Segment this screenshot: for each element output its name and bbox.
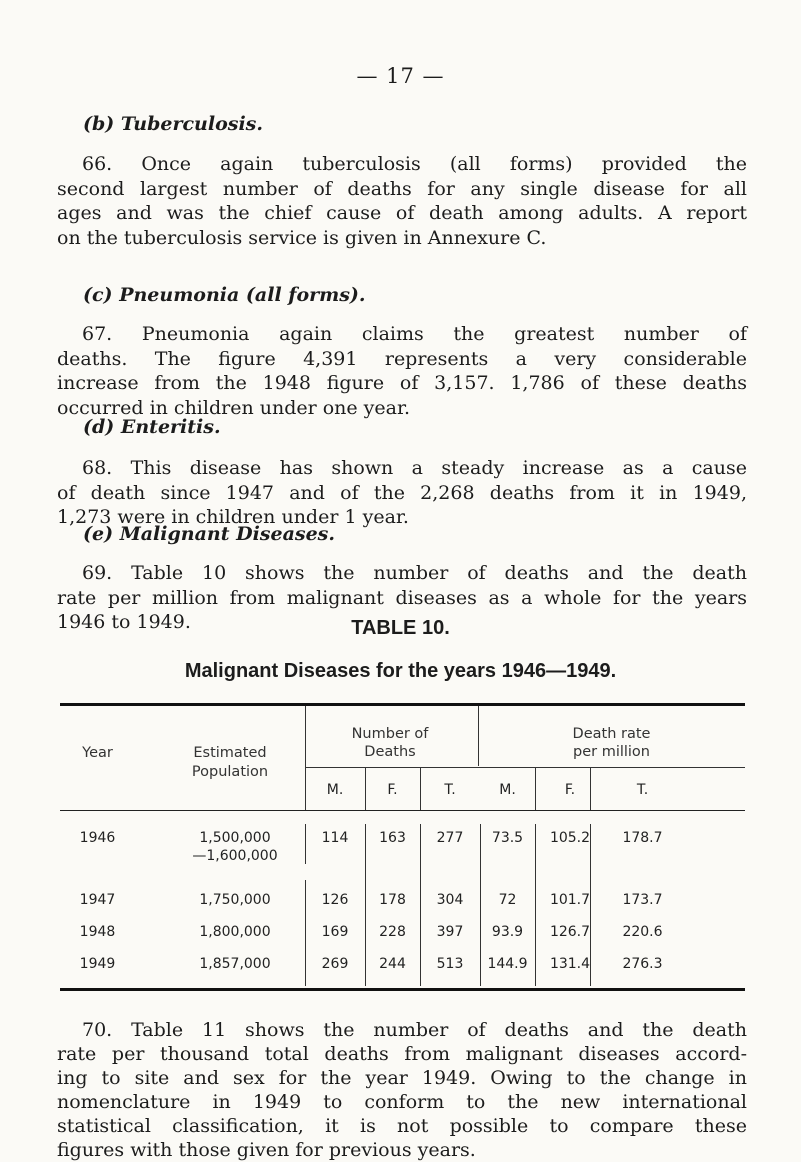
cell-year: 1947 [79,892,116,908]
table-bottom-rule [60,988,745,991]
paragraph-67 [57,322,747,420]
cell-rate-f: 131.4 [549,956,591,972]
paragraph-66 [57,152,747,250]
cell-rate-t: 220.6 [622,924,663,940]
heading-title: Tuberculosis. [120,113,263,135]
section-heading-tuberculosis [83,113,263,135]
paragraph-line: rate per million from malignant diseases as a whole for the years [57,586,747,609]
paragraph-line: 70. Table 11 shows the number of deaths and the death [82,1019,747,1041]
paragraph-line: of death since 1947 and of the 2,268 deaths from it in 1949, [57,481,747,504]
heading-label: (d) [83,416,115,438]
page-number: — 17 — [356,64,445,88]
cell-population: 1,857,000 [199,956,271,972]
cell-rate-m: 72 [498,892,517,908]
table-vline [590,768,591,810]
paragraph-line: 66. Once again tuberculosis (all forms) provided the [82,153,747,175]
subheader-deaths-t: T. [444,782,456,798]
table-vline [420,768,421,810]
subheader-rate-m: M. [499,782,516,798]
paragraph-line: deaths. The figure 4,391 represents a very considerable [57,347,747,370]
cell-deaths-m: 114 [321,830,349,846]
header-year: Year [82,745,113,761]
table-subtitle: Malignant Diseases for the years 1946—1949. [184,660,617,682]
header-population-line2: Population [191,764,269,780]
header-rate-line1: Death rate [572,726,651,742]
paragraph-line: statistical classification, it is not possible to compare these [57,1115,747,1137]
table-subheader-line [305,767,745,768]
paragraph-line: on the tuberculosis service is given in Annexure C. [57,226,547,249]
paragraph-line: ing to site and sex for the year 1949. Owing to the change in [57,1067,747,1089]
paragraph-line: 68. This disease has shown a steady increase as a cause [82,457,747,479]
heading-label: (c) [83,284,113,306]
paragraph-line: 67. Pneumonia again claims the greatest number of [82,323,747,345]
cell-deaths-f: 244 [379,956,406,972]
subheader-deaths-f: F. [387,782,398,798]
cell-deaths-m: 269 [321,956,349,972]
heading-title: Malignant Diseases. [119,523,335,545]
section-heading-malignant [83,523,335,545]
heading-title: Pneumonia (all forms). [119,284,366,306]
cell-year: 1946 [79,830,116,846]
cell-population: 1,800,000 [199,924,271,940]
paragraph-line: second largest number of deaths for any single disease for all [57,177,747,200]
cell-deaths-t: 304 [436,892,464,908]
paragraph-line: 69. Table 10 shows the number of deaths and the death [82,562,747,584]
heading-label: (e) [83,523,114,545]
paragraph-line: 1,273 were in children under 1 year. [57,506,409,528]
table-header-rule [60,810,745,811]
cell-population-range: —1,600,000 [192,848,278,864]
header-deaths-line1: Number of [351,726,429,742]
paragraph-line: nomenclature in 1949 to conform to the new international [57,1091,747,1113]
cell-rate-t: 178.7 [622,830,663,846]
table-title: TABLE 10. [351,617,450,639]
cell-rate-f: 105.2 [549,830,591,846]
paragraph-line: increase from the 1948 figure of 3,157. 1,786 of these deaths [57,372,747,394]
paragraph-line: occurred in children under one year. [57,396,411,419]
paragraph-68 [57,456,747,530]
paragraph-line: figures with those given for previous years. [57,1139,476,1161]
subheader-rate-f: F. [564,782,576,798]
heading-title: Enteritis. [120,416,221,438]
cell-deaths-f: 178 [379,892,406,908]
header-deaths-line2: Deaths [364,744,416,760]
paragraph-line: ages and was the chief cause of death among adults. A report [57,202,747,224]
cell-rate-m: 93.9 [491,924,524,940]
table-vline [365,768,366,810]
cell-deaths-f: 228 [379,924,406,940]
table-vline [535,768,536,810]
cell-rate-f: 126.7 [549,924,591,940]
table-top-rule [60,703,745,706]
cell-deaths-m: 126 [321,892,349,908]
paragraph-line: rate per thousand total deaths from malignant diseases accord- [57,1043,747,1065]
cell-rate-f: 101.7 [549,892,591,908]
cell-rate-t: 173.7 [622,892,663,908]
cell-year: 1948 [79,924,116,940]
header-rate-line2: per million [573,744,650,760]
cell-population: 1,750,000 [199,892,271,908]
section-heading-pneumonia [83,284,366,306]
cell-deaths-t: 513 [436,956,464,972]
header-population-line1: Estimated [193,745,267,761]
paragraph-line: 1946 to 1949. [57,611,191,633]
cell-deaths-t: 397 [436,924,464,940]
heading-label: (b) [83,113,115,135]
subheader-rate-t: T. [636,782,649,798]
table-vline [478,706,479,766]
cell-rate-m: 73.5 [491,830,524,846]
cell-population: 1,500,000 [199,830,271,846]
cell-rate-t: 276.3 [622,956,663,972]
paragraph-70 [57,1018,747,1162]
section-heading-enteritis [83,416,221,438]
cell-deaths-f: 163 [379,830,406,846]
cell-deaths-t: 277 [436,830,464,846]
cell-rate-m: 144.9 [487,956,528,972]
cell-deaths-m: 169 [321,924,349,940]
cell-year: 1949 [79,956,116,972]
subheader-deaths-m: M. [326,782,344,798]
